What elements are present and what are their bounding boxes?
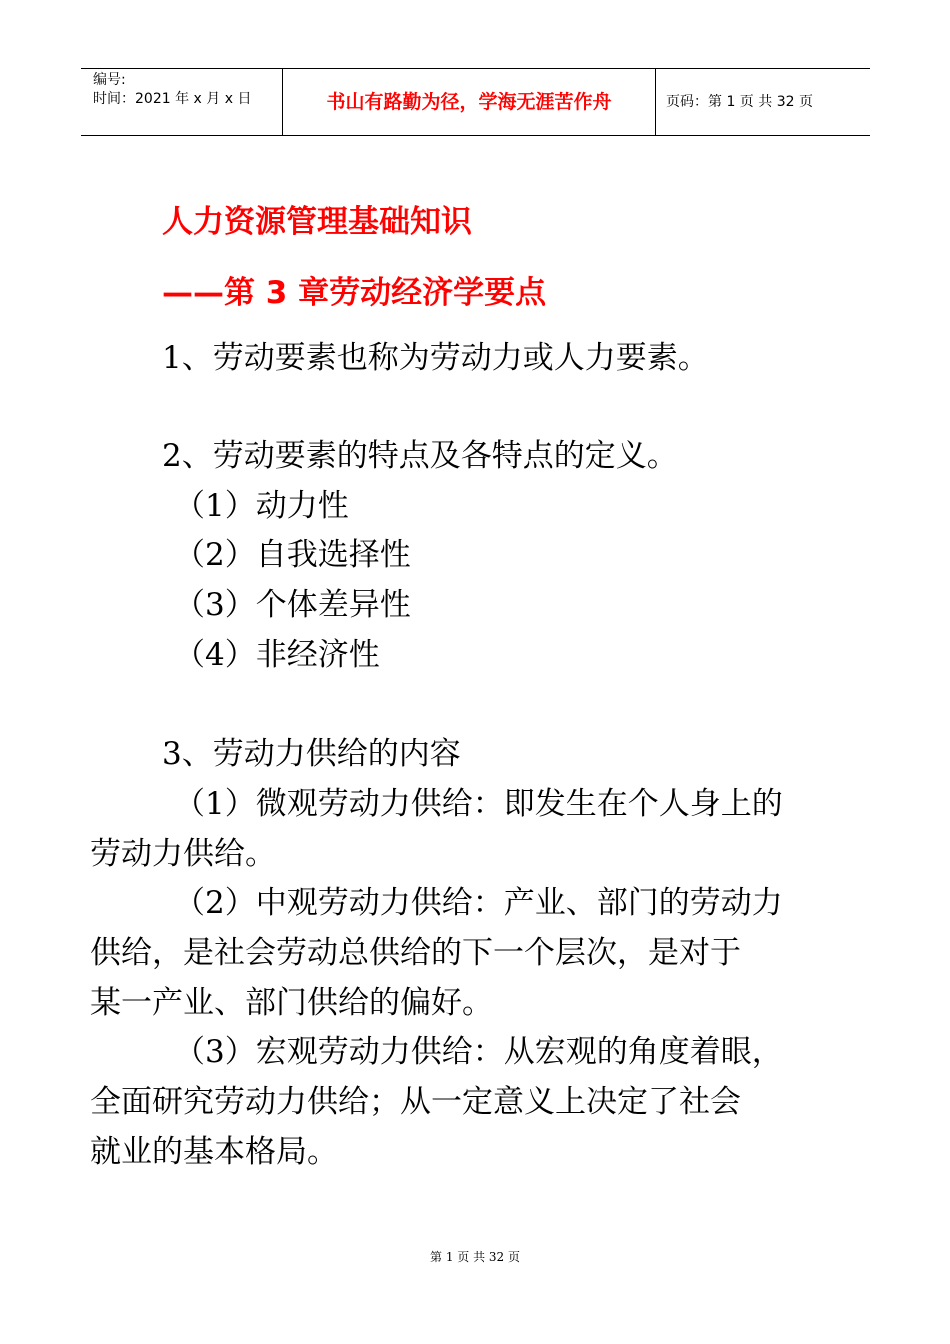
paragraph-3: 3、劳动力供给的内容 [162, 736, 461, 772]
document-title: 人力资源管理基础知识 [162, 204, 472, 240]
supply-line: 供给，是社会劳动总供给的下一个层次，是对于 [90, 935, 741, 971]
paragraph-2: 2、劳动要素的特点及各特点的定义。 [162, 438, 678, 474]
document-header [81, 68, 870, 136]
supply-line: 全面研究劳动力供给；从一定意义上决定了社会 [90, 1084, 741, 1120]
supply-line: （1）微观劳动力供给：即发生在个人身上的 [174, 786, 783, 822]
document-subtitle: ——第 3 章劳动经济学要点 [162, 275, 547, 311]
document-number-label: 编号: [93, 72, 126, 88]
supply-line: （3）宏观劳动力供给：从宏观的角度着眼， [174, 1034, 783, 1070]
list-item: （4）非经济性 [174, 637, 380, 673]
header-meta [81, 69, 282, 135]
supply-line: （2）中观劳动力供给：产业、部门的劳动力 [174, 885, 783, 921]
paragraph-1: 1、劳动要素也称为劳动力或人力要素。 [162, 340, 709, 376]
list-item: （3）个体差异性 [174, 587, 411, 623]
list-item: （2）自我选择性 [174, 537, 411, 573]
page-footer: 第 1 页 共 32 页 [430, 1250, 520, 1264]
supply-line: 劳动力供给。 [90, 836, 276, 872]
header-page-label: 页码：第 1 页 共 32 页 [666, 94, 813, 110]
list-item: （1）动力性 [174, 488, 349, 524]
supply-line: 就业的基本格局。 [90, 1134, 338, 1170]
document-time-label: 时间：2021 年 x 月 x 日 [93, 91, 252, 107]
header-motto: 书山有路勤为径，学海无涯苦作舟 [282, 69, 656, 135]
supply-line: 某一产业、部门供给的偏好。 [90, 985, 493, 1021]
